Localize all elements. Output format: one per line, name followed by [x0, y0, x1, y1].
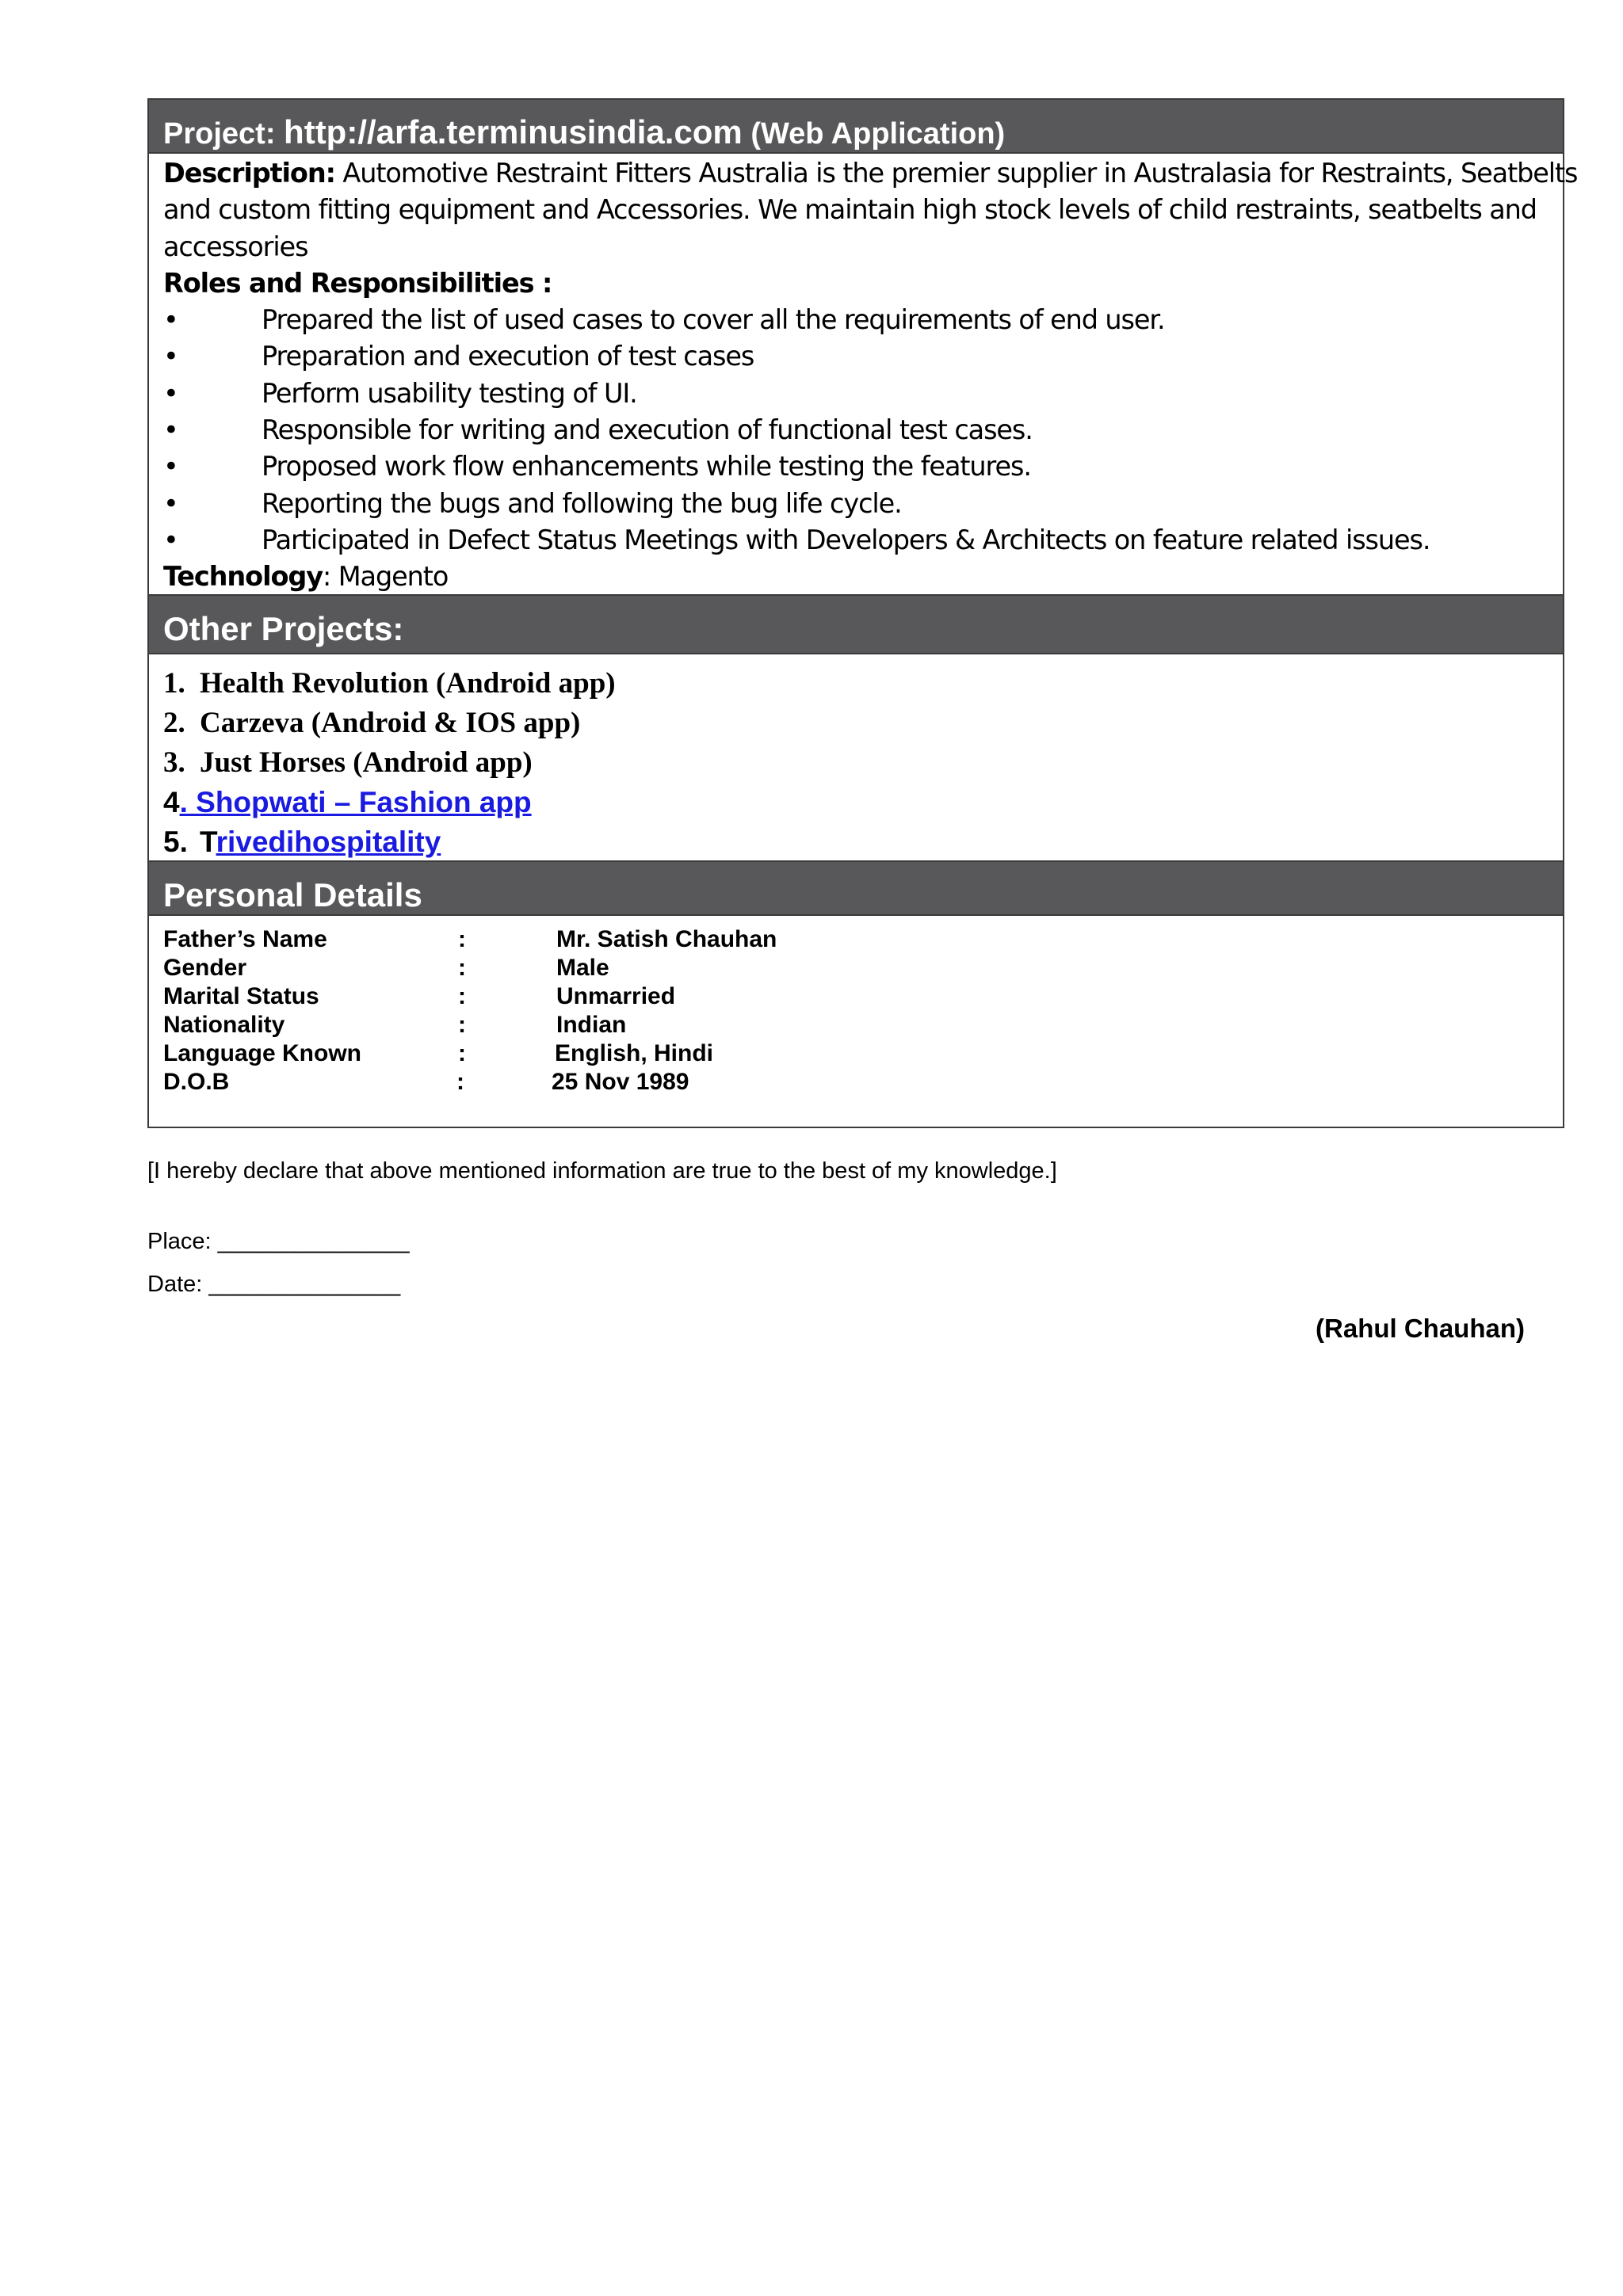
roles-list: [163, 302, 1550, 559]
place-field: Place: _______________: [147, 1229, 410, 1254]
list-item: [163, 664, 616, 704]
bullet-icon: •: [163, 341, 178, 372]
date-field: Date: _______________: [147, 1272, 401, 1297]
list-item: [163, 302, 1550, 338]
technology-value: : Magento: [323, 561, 449, 593]
description-label: Description:: [163, 158, 335, 189]
list-item: [163, 338, 1550, 375]
role-text: Preparation and execution of test cases: [262, 341, 754, 372]
list-item: [163, 522, 1550, 559]
role-text: Proposed work flow enhancements while testing the features.: [262, 451, 1031, 482]
bullet-icon: •: [163, 451, 178, 482]
list-item: [163, 486, 1550, 522]
detail-label: Gender: [163, 955, 247, 981]
resume-section-box: [147, 98, 1578, 1128]
bullet-icon: •: [163, 414, 178, 446]
list-item: [163, 822, 616, 862]
detail-label: Father’s Name: [163, 926, 327, 952]
item-number: 4: [163, 786, 180, 818]
detail-colon: :: [458, 1012, 466, 1038]
other-project-name: Health Revolution (Android app): [200, 667, 616, 700]
role-text: Reporting the bugs and following the bug life cycle.: [262, 487, 902, 519]
other-projects-title: Other Projects:: [163, 610, 404, 647]
shopwati-link[interactable]: . Shopwati – Fashion app: [179, 786, 532, 818]
list-item: [163, 743, 616, 783]
list-item: [163, 412, 1550, 448]
detail-value: Unmarried: [556, 983, 676, 1009]
list-item: [163, 704, 616, 743]
item-number: 3.: [163, 746, 185, 779]
project-description-block: [163, 155, 1578, 596]
role-text: Prepared the list of used cases to cover all the requirements of end user.: [262, 304, 1165, 336]
other-project-name: Just Horses (Android app): [200, 746, 533, 779]
detail-label: Marital Status: [163, 983, 319, 1009]
detail-colon: :: [458, 983, 466, 1009]
detail-colon: :: [456, 1069, 464, 1095]
signature-name: (Rahul Chauhan): [1316, 1314, 1525, 1343]
detail-colon: :: [458, 1040, 466, 1066]
other-projects-list: [163, 664, 616, 862]
detail-value: English, Hindi: [555, 1040, 713, 1066]
item-prefix: T: [200, 826, 216, 858]
detail-label: Language Known: [163, 1040, 361, 1066]
personal-details-header: [149, 860, 1563, 916]
detail-colon: :: [458, 926, 466, 952]
other-projects-header: [149, 594, 1563, 654]
bullet-icon: •: [163, 524, 178, 555]
description-text-1: Automotive Restraint Fitters Australia is the premier supplier in Australasia for Restraints, Seatbelts: [334, 158, 1578, 189]
technology-line: [163, 559, 1550, 595]
list-item: [163, 448, 1550, 485]
declaration-text: [I hereby declare that above mentioned information are true to the best of my knowledge.]: [147, 1158, 1057, 1184]
technology-label: Technology: [163, 561, 323, 593]
bullet-icon: •: [163, 304, 178, 336]
project-url: http://arfa.terminusindia.com: [284, 113, 743, 151]
description-line-1: [163, 155, 1578, 192]
item-number: 5.: [163, 826, 188, 858]
detail-colon: :: [458, 955, 466, 981]
project-type: (Web Application): [750, 117, 1006, 151]
description-line-3: accessories: [163, 231, 308, 262]
roles-heading: [163, 265, 1550, 302]
trivedihospitality-link[interactable]: rivedihospitality: [216, 826, 441, 858]
role-text: Responsible for writing and execution of functional test cases.: [262, 414, 1033, 446]
roles-heading-text: Roles and Responsibilities :: [163, 267, 552, 299]
detail-value: Indian: [556, 1012, 627, 1038]
description-line-2: and custom fitting equipment and Accessories. We maintain high stock levels of child restraints, seatbelts and: [163, 194, 1537, 226]
list-item: [163, 783, 616, 822]
personal-details-title: Personal Details: [163, 876, 422, 913]
project-header: [149, 100, 1563, 154]
detail-value: 25 Nov 1989: [552, 1069, 689, 1095]
bullet-icon: •: [163, 487, 178, 519]
detail-label: D.O.B: [163, 1069, 230, 1095]
detail-value: Male: [556, 955, 609, 981]
list-item: [163, 376, 1550, 412]
bullet-icon: •: [163, 377, 178, 409]
role-text: Participated in Defect Status Meetings with Developers & Architects on feature related issues.: [262, 524, 1430, 555]
other-project-name: Carzeva (Android & IOS app): [200, 707, 581, 739]
item-number: 2.: [163, 707, 185, 739]
item-number: 1.: [163, 667, 185, 700]
project-label: Project:: [163, 117, 276, 151]
detail-label: Nationality: [163, 1012, 285, 1038]
detail-value: Mr. Satish Chauhan: [556, 926, 777, 952]
role-text: Perform usability testing of UI.: [262, 377, 637, 409]
